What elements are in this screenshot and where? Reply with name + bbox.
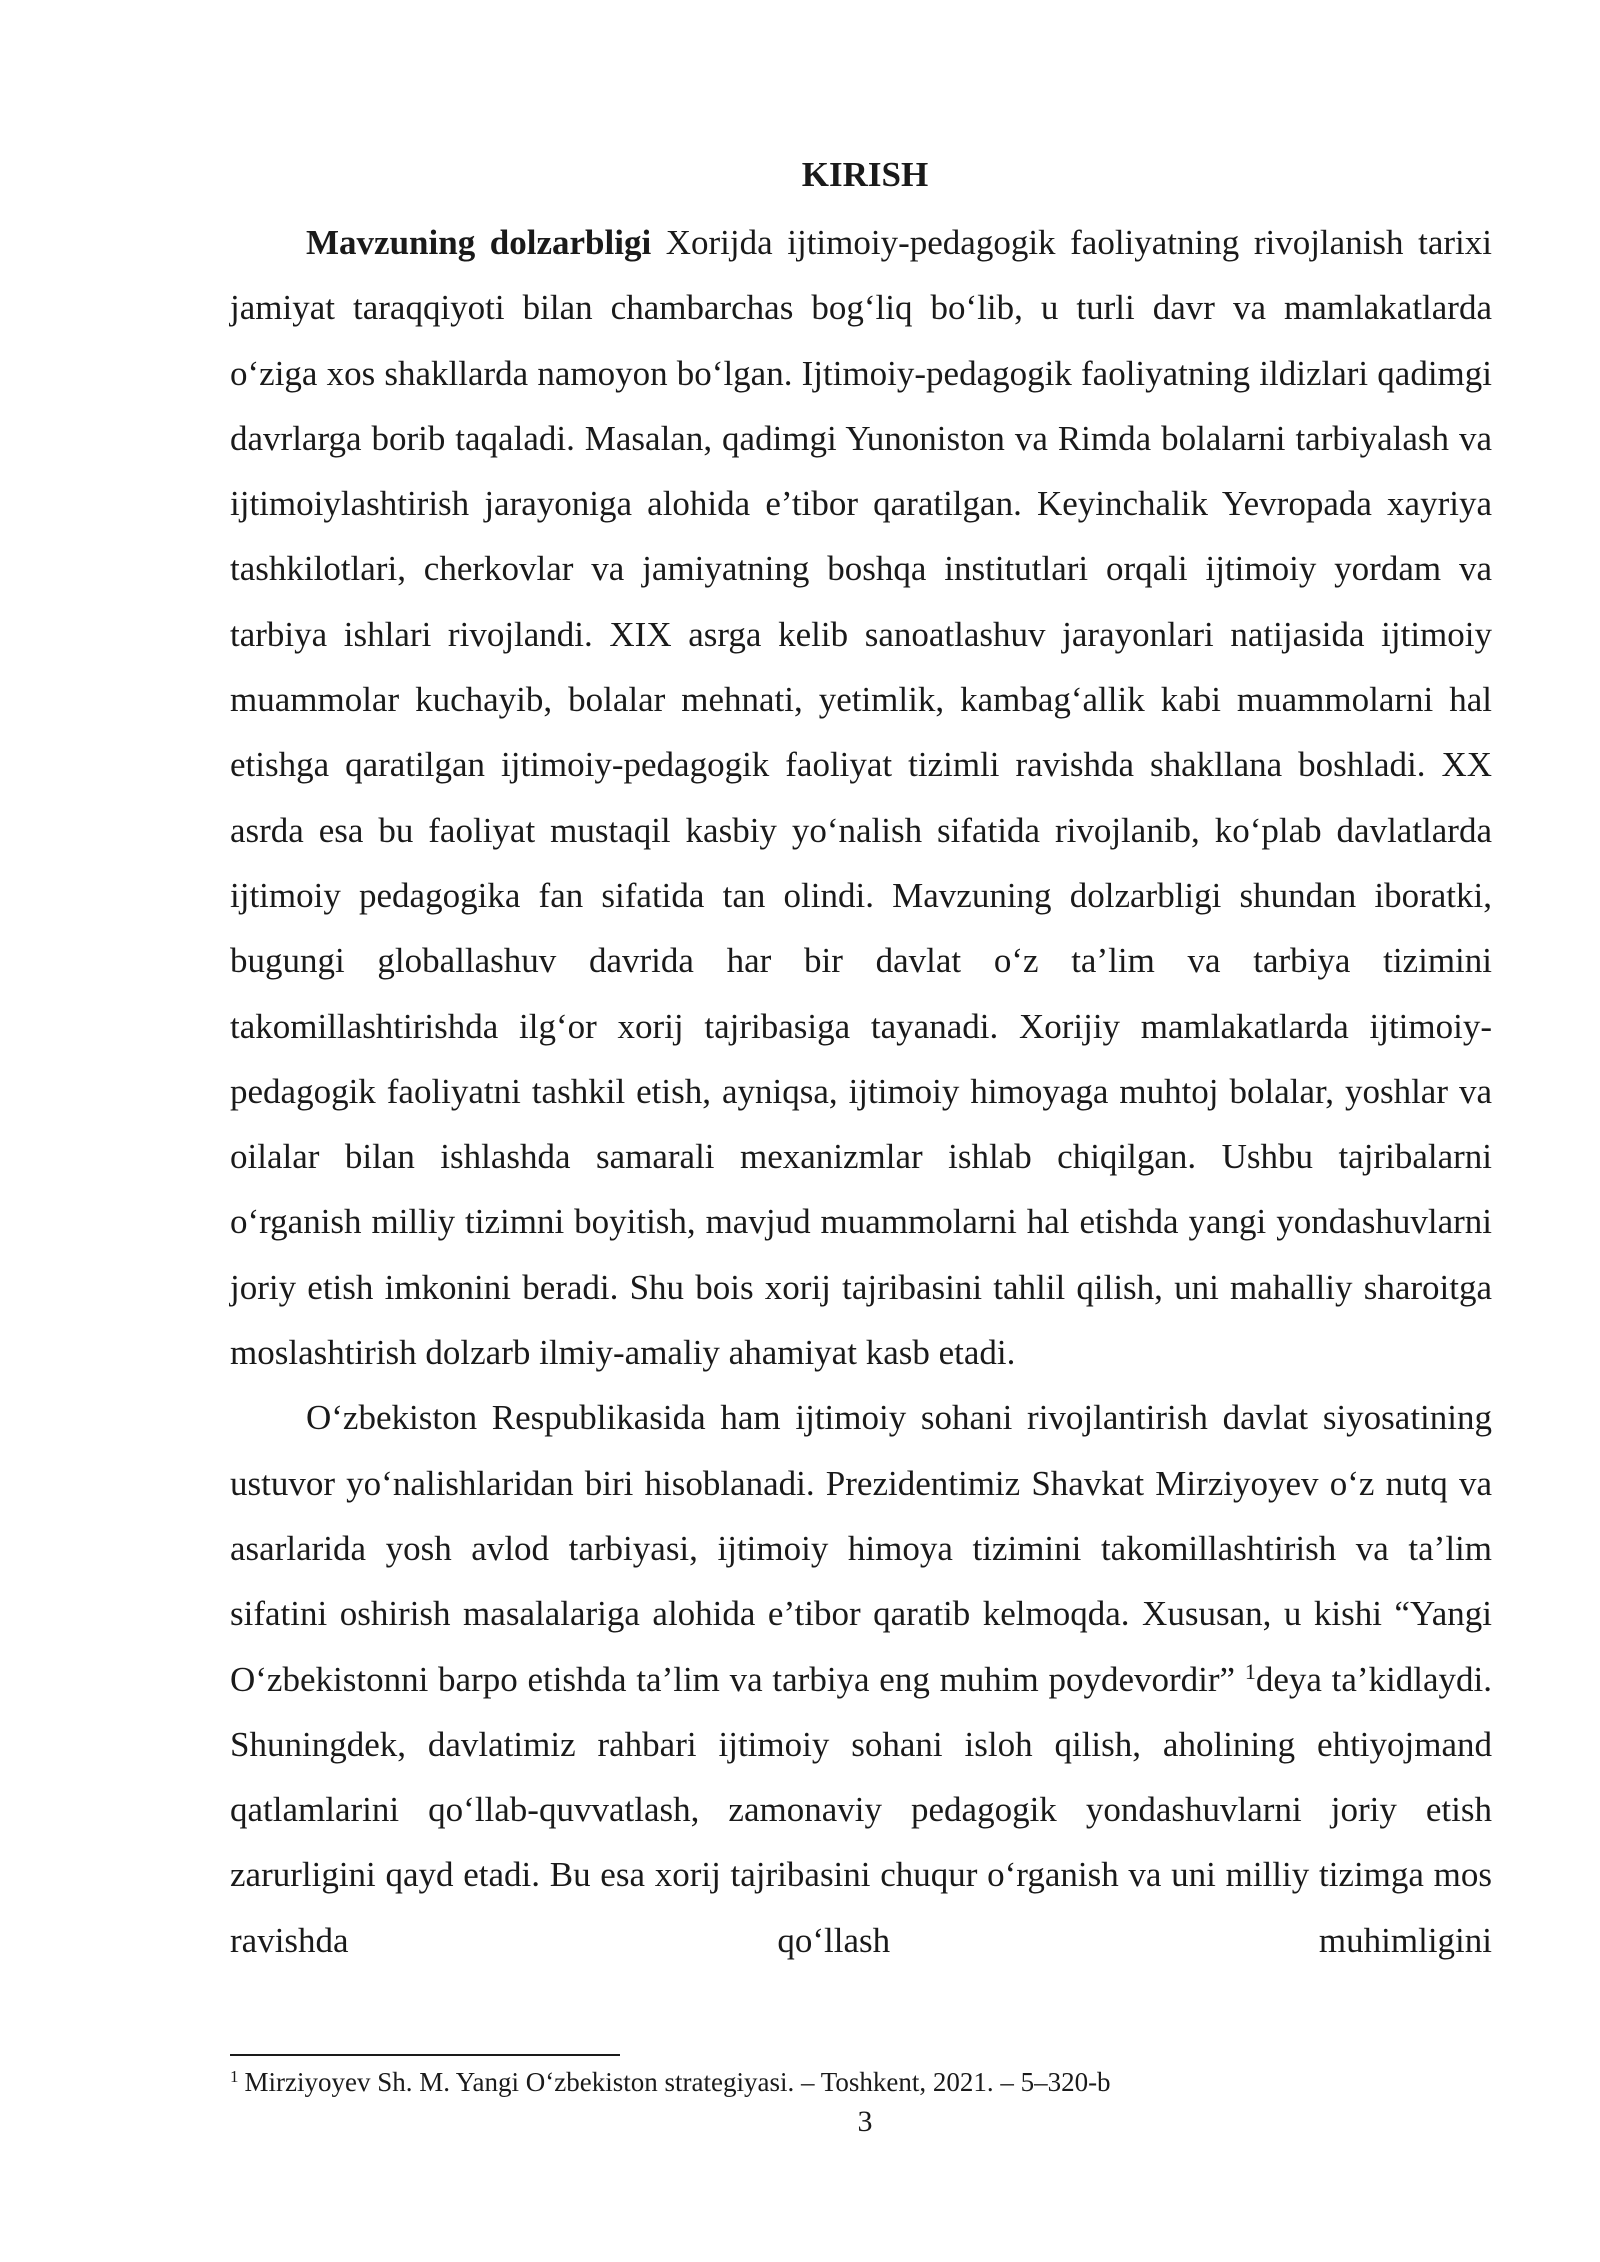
paragraph-relevance	[230, 210, 1492, 1385]
paragraph-text-after-ref: deya ta’kidlaydi. Shuningdek, davlatimiz rahbari ijtimoiy sohani isloh qilish, aholining ehtiyojmand qatlamlarini qo‘llab-quvvatlash, zamonaviy pedagogik yondashuvlarni joriy etish zarurligini qayd etadi. Bu esa xorij tajribasini chuqur o‘rganish va uni milliy tizimga mos ravishda qo‘llash muhimligini	[230, 1659, 1492, 1960]
footnote-text: Mirziyoyev Sh. M. Yangi O‘zbekiston strategiyasi. – Toshkent, 2021. – 5–320-b	[244, 2067, 1111, 2097]
page-number: 3	[857, 2105, 873, 2138]
section-heading: KIRISH	[801, 155, 929, 194]
paragraph-text: Xorijda ijtimoiy-pedagogik faoliyatning rivojlanish tarixi jamiyat taraqqiyoti bilan chambarchas bog‘liq bo‘lib, u turli davr va mamlakatlarda o‘ziga xos shakllarda namoyon bo‘lgan. Ijtimoiy-pedagogik faoliyatning ildizlari qadimgi davrlarga borib taqaladi. Masalan, qadimgi Yunoniston va Rimda bolalarni tarbiyalash va ijtimoiylashtirish jarayoniga alohida e’tibor qaratilgan. Keyinchalik Yevropada xayriya tashkilotlari, cherkovlar va jamiyatning boshqa institutlari orqali ijtimoiy yordam va tarbiya ishlari rivojlandi. XIX asrga kelib sanoatlashuv jarayonlari natijasida ijtimoiy muammolar kuchayib, bolalar mehnati, yetimlik, kambag‘allik kabi muammolarni hal etishga qaratilgan ijtimoiy-pedagogik faoliyat tizimli ravishda shakllana boshladi. XX asrda esa bu faoliyat mustaqil kasbiy yo‘nalish sifatida rivojlanib, ko‘plab davlatlarda ijtimoiy pedagogika fan sifatida tan olindi. Mavzuning dolzarbligi shundan iboratki, bugungi globallashuv davrida har bir davlat o‘z ta’lim va tarbiya tizimini takomillashtirishda ilg‘or xorij tajribasiga tayanadi. Xorijiy mamlakatlarda ijtimoiy-pedagogik faoliyatni tashkil etish, ayniqsa, ijtimoiy himoyaga muhtoj bolalar, yoshlar va oilalar bilan ishlashda samarali mexanizmlar ishlab chiqilgan. Ushbu tajribalarni o‘rganish milliy tizimni boyitish, mavjud muammolarni hal etishda yangi yondashuvlarni joriy etish imkonini beradi. Shu bois xorij tajribasini tahlil qilish, uni mahalliy sharoitga moslashtirish dolzarb ilmiy-amaliy ahamiyat kasb etadi.	[230, 223, 1492, 1373]
footnote	[230, 2064, 1492, 2100]
footnote-marker: 1	[230, 2067, 239, 2086]
paragraph-text-before-ref: O‘zbekiston Respublikasida ham ijtimoiy sohani rivojlantirish davlat siyosatining ustuvor yo‘nalishlaridan biri hisoblanadi. Prezidentimiz Shavkat Mirziyoyev o‘z nutq va asarlarida yosh avlod tarbiyasi, ijtimoiy himoya tizimini takomillashtirish va ta’lim sifatini oshirish masalalariga alohida e’tibor qaratib kelmoqda. Xususan, u kishi “Yangi O‘zbekistonni barpo etishda ta’lim va tarbiya eng muhim poydevordir”	[230, 1398, 1492, 1699]
paragraph-lead: Mavzuning dolzarbligi	[306, 223, 652, 262]
body-text	[230, 210, 1492, 1973]
paragraph-uzbekistan	[230, 1385, 1492, 1973]
footnote-reference[interactable]: 1	[1244, 1658, 1256, 1684]
footnote-separator	[230, 2054, 620, 2056]
